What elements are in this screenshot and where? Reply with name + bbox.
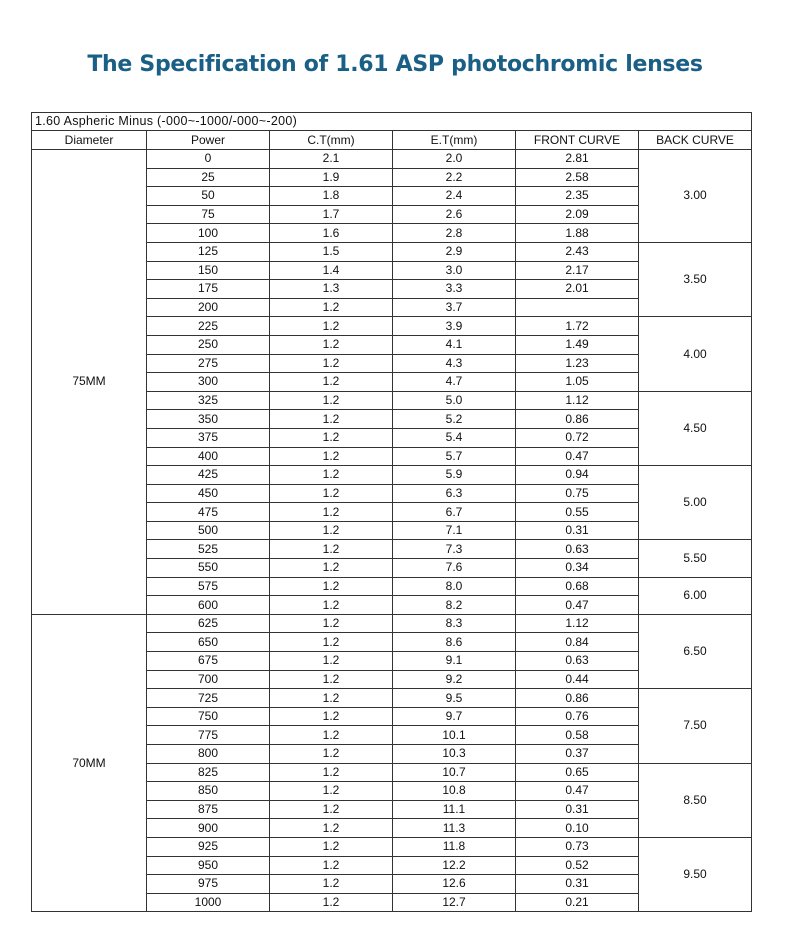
power-cell: 775 xyxy=(147,726,270,745)
front-curve-cell: 0.68 xyxy=(516,577,639,596)
front-curve-cell xyxy=(516,298,639,317)
front-curve-cell: 0.58 xyxy=(516,726,639,745)
front-curve-cell: 0.34 xyxy=(516,559,639,578)
front-curve-cell: 0.72 xyxy=(516,428,639,447)
center-thickness-cell: 1.2 xyxy=(270,466,393,485)
back-curve-cell: 8.50 xyxy=(639,763,752,837)
front-curve-cell: 1.72 xyxy=(516,317,639,336)
power-cell: 150 xyxy=(147,261,270,280)
center-thickness-cell: 1.2 xyxy=(270,782,393,801)
power-cell: 900 xyxy=(147,819,270,838)
center-thickness-cell: 1.2 xyxy=(270,633,393,652)
back-curve-cell: 5.50 xyxy=(639,540,752,577)
edge-thickness-cell: 2.6 xyxy=(393,205,516,224)
edge-thickness-cell: 3.3 xyxy=(393,280,516,299)
power-cell: 350 xyxy=(147,410,270,429)
power-cell: 425 xyxy=(147,466,270,485)
front-curve-cell: 2.81 xyxy=(516,150,639,169)
center-thickness-cell: 1.2 xyxy=(270,689,393,708)
center-thickness-cell: 1.2 xyxy=(270,428,393,447)
power-cell: 75 xyxy=(147,205,270,224)
center-thickness-cell: 1.8 xyxy=(270,187,393,206)
power-cell: 1000 xyxy=(147,893,270,912)
power-cell: 525 xyxy=(147,540,270,559)
center-thickness-cell: 1.2 xyxy=(270,670,393,689)
power-cell: 0 xyxy=(147,150,270,169)
front-curve-cell: 1.49 xyxy=(516,335,639,354)
center-thickness-cell: 1.2 xyxy=(270,391,393,410)
edge-thickness-cell: 2.2 xyxy=(393,168,516,187)
edge-thickness-cell: 2.0 xyxy=(393,150,516,169)
front-curve-cell: 2.17 xyxy=(516,261,639,280)
front-curve-cell: 1.88 xyxy=(516,224,639,243)
power-cell: 175 xyxy=(147,280,270,299)
center-thickness-cell: 1.2 xyxy=(270,596,393,615)
center-thickness-cell: 1.2 xyxy=(270,856,393,875)
front-curve-cell: 0.31 xyxy=(516,800,639,819)
center-thickness-cell: 1.2 xyxy=(270,745,393,764)
back-curve-cell: 6.00 xyxy=(639,577,752,614)
edge-thickness-cell: 9.5 xyxy=(393,689,516,708)
power-cell: 925 xyxy=(147,837,270,856)
center-thickness-cell: 1.2 xyxy=(270,410,393,429)
power-cell: 200 xyxy=(147,298,270,317)
edge-thickness-cell: 3.0 xyxy=(393,261,516,280)
specification-table xyxy=(31,112,752,912)
edge-thickness-cell: 2.8 xyxy=(393,224,516,243)
center-thickness-cell: 1.2 xyxy=(270,875,393,894)
header-center-thickness: C.T(mm) xyxy=(270,131,393,150)
center-thickness-cell: 1.2 xyxy=(270,503,393,522)
back-curve-cell: 6.50 xyxy=(639,614,752,688)
center-thickness-cell: 1.2 xyxy=(270,484,393,503)
power-cell: 550 xyxy=(147,559,270,578)
edge-thickness-cell: 5.0 xyxy=(393,391,516,410)
front-curve-cell: 0.84 xyxy=(516,633,639,652)
edge-thickness-cell: 7.3 xyxy=(393,540,516,559)
center-thickness-cell: 1.2 xyxy=(270,317,393,336)
back-curve-cell: 7.50 xyxy=(639,689,752,763)
front-curve-cell: 2.01 xyxy=(516,280,639,299)
edge-thickness-cell: 11.8 xyxy=(393,837,516,856)
power-cell: 800 xyxy=(147,745,270,764)
front-curve-cell: 0.86 xyxy=(516,410,639,429)
power-cell: 875 xyxy=(147,800,270,819)
front-curve-cell: 0.73 xyxy=(516,837,639,856)
header-back-curve: BACK CURVE xyxy=(639,131,752,150)
power-cell: 850 xyxy=(147,782,270,801)
center-thickness-cell: 1.2 xyxy=(270,521,393,540)
front-curve-cell: 0.94 xyxy=(516,466,639,485)
back-curve-cell: 3.00 xyxy=(639,150,752,243)
center-thickness-cell: 1.2 xyxy=(270,800,393,819)
power-cell: 650 xyxy=(147,633,270,652)
header-power: Power xyxy=(147,131,270,150)
diameter-cell: 75MM xyxy=(32,150,147,615)
edge-thickness-cell: 11.1 xyxy=(393,800,516,819)
power-cell: 325 xyxy=(147,391,270,410)
power-cell: 625 xyxy=(147,614,270,633)
front-curve-cell: 2.35 xyxy=(516,187,639,206)
center-thickness-cell: 1.5 xyxy=(270,242,393,261)
center-thickness-cell: 2.1 xyxy=(270,150,393,169)
header-diameter: Diameter xyxy=(32,131,147,150)
edge-thickness-cell: 10.1 xyxy=(393,726,516,745)
center-thickness-cell: 1.7 xyxy=(270,205,393,224)
power-cell: 750 xyxy=(147,707,270,726)
edge-thickness-cell: 2.4 xyxy=(393,187,516,206)
power-cell: 275 xyxy=(147,354,270,373)
table-row xyxy=(32,614,752,633)
header-edge-thickness: E.T(mm) xyxy=(393,131,516,150)
edge-thickness-cell: 8.0 xyxy=(393,577,516,596)
edge-thickness-cell: 9.7 xyxy=(393,707,516,726)
front-curve-cell: 1.23 xyxy=(516,354,639,373)
edge-thickness-cell: 5.4 xyxy=(393,428,516,447)
power-cell: 225 xyxy=(147,317,270,336)
edge-thickness-cell: 10.8 xyxy=(393,782,516,801)
back-curve-cell: 4.50 xyxy=(639,391,752,465)
edge-thickness-cell: 2.9 xyxy=(393,242,516,261)
front-curve-cell: 0.10 xyxy=(516,819,639,838)
edge-thickness-cell: 3.7 xyxy=(393,298,516,317)
power-cell: 100 xyxy=(147,224,270,243)
center-thickness-cell: 1.2 xyxy=(270,559,393,578)
edge-thickness-cell: 6.7 xyxy=(393,503,516,522)
front-curve-cell: 0.63 xyxy=(516,652,639,671)
front-curve-cell: 0.76 xyxy=(516,707,639,726)
edge-thickness-cell: 7.1 xyxy=(393,521,516,540)
back-curve-cell: 9.50 xyxy=(639,837,752,911)
front-curve-cell: 0.21 xyxy=(516,893,639,912)
caption-row xyxy=(32,113,752,131)
power-cell: 400 xyxy=(147,447,270,466)
center-thickness-cell: 1.2 xyxy=(270,707,393,726)
front-curve-cell: 0.52 xyxy=(516,856,639,875)
front-curve-cell: 2.43 xyxy=(516,242,639,261)
center-thickness-cell: 1.2 xyxy=(270,335,393,354)
front-curve-cell: 0.31 xyxy=(516,521,639,540)
center-thickness-cell: 1.2 xyxy=(270,447,393,466)
front-curve-cell: 0.86 xyxy=(516,689,639,708)
edge-thickness-cell: 8.2 xyxy=(393,596,516,615)
edge-thickness-cell: 5.2 xyxy=(393,410,516,429)
front-curve-cell: 1.12 xyxy=(516,614,639,633)
table-row xyxy=(32,150,752,169)
back-curve-cell: 3.50 xyxy=(639,242,752,316)
front-curve-cell: 0.55 xyxy=(516,503,639,522)
edge-thickness-cell: 9.2 xyxy=(393,670,516,689)
center-thickness-cell: 1.2 xyxy=(270,298,393,317)
edge-thickness-cell: 12.2 xyxy=(393,856,516,875)
center-thickness-cell: 1.9 xyxy=(270,168,393,187)
power-cell: 475 xyxy=(147,503,270,522)
center-thickness-cell: 1.2 xyxy=(270,837,393,856)
center-thickness-cell: 1.2 xyxy=(270,354,393,373)
power-cell: 825 xyxy=(147,763,270,782)
edge-thickness-cell: 9.1 xyxy=(393,652,516,671)
center-thickness-cell: 1.2 xyxy=(270,614,393,633)
edge-thickness-cell: 8.3 xyxy=(393,614,516,633)
edge-thickness-cell: 10.7 xyxy=(393,763,516,782)
center-thickness-cell: 1.2 xyxy=(270,540,393,559)
center-thickness-cell: 1.3 xyxy=(270,280,393,299)
edge-thickness-cell: 4.3 xyxy=(393,354,516,373)
front-curve-cell: 0.65 xyxy=(516,763,639,782)
front-curve-cell: 2.09 xyxy=(516,205,639,224)
front-curve-cell: 0.47 xyxy=(516,782,639,801)
center-thickness-cell: 1.2 xyxy=(270,652,393,671)
front-curve-cell: 0.44 xyxy=(516,670,639,689)
power-cell: 50 xyxy=(147,187,270,206)
edge-thickness-cell: 5.7 xyxy=(393,447,516,466)
power-cell: 600 xyxy=(147,596,270,615)
edge-thickness-cell: 7.6 xyxy=(393,559,516,578)
edge-thickness-cell: 3.9 xyxy=(393,317,516,336)
front-curve-cell: 0.47 xyxy=(516,447,639,466)
edge-thickness-cell: 12.6 xyxy=(393,875,516,894)
front-curve-cell: 0.37 xyxy=(516,745,639,764)
edge-thickness-cell: 10.3 xyxy=(393,745,516,764)
header-front-curve: FRONT CURVE xyxy=(516,131,639,150)
front-curve-cell: 0.47 xyxy=(516,596,639,615)
front-curve-cell: 1.05 xyxy=(516,373,639,392)
power-cell: 125 xyxy=(147,242,270,261)
edge-thickness-cell: 4.1 xyxy=(393,335,516,354)
center-thickness-cell: 1.6 xyxy=(270,224,393,243)
front-curve-cell: 1.12 xyxy=(516,391,639,410)
edge-thickness-cell: 5.9 xyxy=(393,466,516,485)
center-thickness-cell: 1.2 xyxy=(270,763,393,782)
center-thickness-cell: 1.2 xyxy=(270,577,393,596)
power-cell: 975 xyxy=(147,875,270,894)
front-curve-cell: 0.63 xyxy=(516,540,639,559)
power-cell: 675 xyxy=(147,652,270,671)
power-cell: 300 xyxy=(147,373,270,392)
power-cell: 700 xyxy=(147,670,270,689)
front-curve-cell: 0.31 xyxy=(516,875,639,894)
power-cell: 725 xyxy=(147,689,270,708)
back-curve-cell: 4.00 xyxy=(639,317,752,391)
power-cell: 450 xyxy=(147,484,270,503)
page-title: The Specification of 1.61 ASP photochromic lenses xyxy=(87,52,703,77)
header-row xyxy=(32,131,752,150)
edge-thickness-cell: 4.7 xyxy=(393,373,516,392)
back-curve-cell: 5.00 xyxy=(639,466,752,540)
center-thickness-cell: 1.2 xyxy=(270,893,393,912)
edge-thickness-cell: 11.3 xyxy=(393,819,516,838)
diameter-cell: 70MM xyxy=(32,614,147,912)
edge-thickness-cell: 8.6 xyxy=(393,633,516,652)
center-thickness-cell: 1.2 xyxy=(270,726,393,745)
power-cell: 500 xyxy=(147,521,270,540)
power-cell: 575 xyxy=(147,577,270,596)
power-cell: 250 xyxy=(147,335,270,354)
table-caption: 1.60 Aspheric Minus (-000~-1000/-000~-200) xyxy=(32,113,752,131)
power-cell: 25 xyxy=(147,168,270,187)
front-curve-cell: 0.75 xyxy=(516,484,639,503)
edge-thickness-cell: 6.3 xyxy=(393,484,516,503)
center-thickness-cell: 1.2 xyxy=(270,819,393,838)
power-cell: 950 xyxy=(147,856,270,875)
center-thickness-cell: 1.4 xyxy=(270,261,393,280)
edge-thickness-cell: 12.7 xyxy=(393,893,516,912)
power-cell: 375 xyxy=(147,428,270,447)
front-curve-cell: 2.58 xyxy=(516,168,639,187)
center-thickness-cell: 1.2 xyxy=(270,373,393,392)
